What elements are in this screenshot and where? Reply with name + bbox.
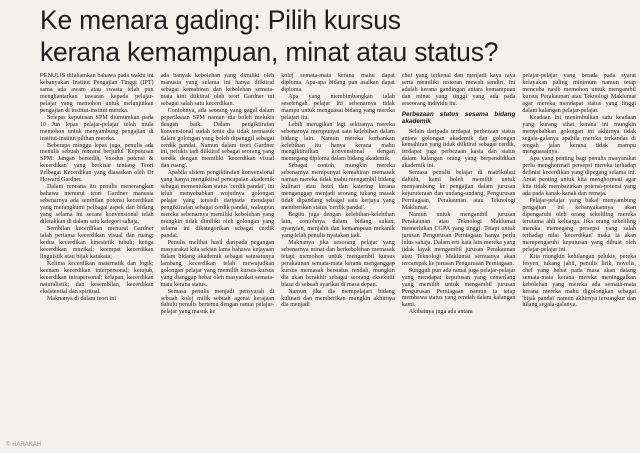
paragraph: Lebih merugikan lagi sekiranya mereka sebenarnya mempunyai satu kelebihan dalam bidang lain. Namun mereka korbankan kelebihan itu hanya kerana mahu mengiktirafkan konvensional dengan memegang diploma dalam bidang akademik. <box>281 121 395 163</box>
paragraph: Apa yang penting bagi penulis masyarakat perlu menghormati persepsi mereka terhadap definisi kecerdikan yang dipegang selama ini. Amat penting untuk kita menghormati agar kita tidak membazirkan potensi-potensi yang ada pada kanak-kanak dan remaja. <box>522 156 636 198</box>
headline-line-2: kerana kemampuan, minat atau status? <box>40 37 499 67</box>
section-subheading: Perbezaan status sesama bidang akademik <box>401 110 516 126</box>
article-column-2 <box>161 73 275 439</box>
paragraph: ada banyak kebolehan yang dimiliki oleh manusia yang selama ini hanya diiktiraf sebagai kemahiran dan kebolehan semata-mata kini diiktiraf oleh teori Gardner ini sebagai salah satu kecerdikan. <box>160 73 275 107</box>
lead-word: PENULIS <box>40 73 66 79</box>
paragraph: Pelajar-pelajar yang bakal menyambung pengajian ini kebanyakannya akan dipengaruhi oleh orang sekeliling mereka terutama ahli keluarga. Jika orang sekeliling mereka memegang persepsi yang salah terhadap nilai 'kecerdikan' maka ia akan mempengaruhi keputusan yang dibuat oleh pelajar-pelajar ini. <box>522 198 636 253</box>
article-column-1 <box>40 73 154 439</box>
paragraph: Beberapa minggu lepas juga, penulis ada menulis sebuah rencana berjudul 'Keputusan SPM: Jangan bersedih, 'exodus potensi & kecerdikan' yang berkisar tentang Teori Pelbagai Kecerdikan yang diasaskan oleh Dr Howard Gardner. <box>40 142 154 184</box>
paragraph: chef yang terkenal dan menjadi kaya raya serta memiliki restoran mewah sendiri. Ini adalah kerana gandingan antara kemampuan dan minat yang tinggi yang ada pada seseorang individu itu. <box>401 73 516 107</box>
paragraph: Dalam rencana itu penulis menerangkan bahawa menurut teori Gardner manusia sebenarnya ada sembilan potensi kecerdikan yang merangkumi pelbagai aspek dan bidang yang selama ini secara konvensional telah diletakkan di dalam satu kategori sahaja. <box>40 184 154 226</box>
paragraph: Apabila sistem pengiktirafan konvensional yang hanya mengiktiraf pencapaian akademik sebagai mementukan status 'cerdik pandai', ini telah menyebabkan wujudnya golongan pelajar yang tersisih daripada mendapat pengiktirafan sebagai cerdik pandai, walaupun mereka sebenarnya memiliki kebolehan yang mungkin tidak dimiliki oleh golongan yang selama ini dikategorikan sebagai cerdik pandai. <box>160 170 275 239</box>
paragraph <box>40 73 154 115</box>
paragraph: Apa yang membimbangkan ialah sesetengah pelajar ini sebenarnya tidak mampu untuk menguasai bidang yang mereka pelajari itu. <box>281 93 395 121</box>
paragraph: kolej semata-mata kerana mahu dapat diploma. Apa-apa bidang pun asalkan dapat diploma. <box>281 73 395 93</box>
paragraph: Keadaan ini menimbulkan satu keadaan yang kurang sihat kerana ini mungkin menyebabkan golongan ini akhirnya tidak segala-galanya apabila mereka terkandas di tengah jalan kerana tidak mampu menguasainya. <box>522 114 636 156</box>
paragraph: Sembilan kecerdikan menurut Gardner ialah pertama kecerdikan visual dan ruang; kedua kecerdikan kinestetik tubuh; ketiga kecerdikan muzikal; keempat kecerdikan linguistik atau bijak katakata; <box>40 225 154 260</box>
paragraph: Kita mungkin kehilangan pelukis, pereka fesyen, tukang jahit, penulis lirik, novelis, chef yang hebat pada masa akan datang semata-mata kerana mereka meninggalkan kebolehan yang mereka ada semata-mata kerana mereka mahu digolongkan sebagai 'bijak pandai' namun akhirnya tersungkur dan hilang segala-galanya. <box>522 253 636 309</box>
paragraph: Penulis melihat hasil daripada pegangan masyarakat kita sekian lama bahawa kejayaan dalam bidang akademik sebagai satusatunya lambang kecerdikan telah mewujudkan golongan pelajar yang memilih kursus-kursus yang dianggap hebat oleh masyarakat semata-mata kerana status. <box>160 239 275 288</box>
headline-line-1: Ke menara gading: Pilih kursus <box>40 5 401 35</box>
paragraph: Semasa penulis menjadi pensyarah di sebuah kolej milik sebuah agensi kerajaan dahulu penulis bertemu dengan ramai pelajar-pelajar yang masuk ke <box>160 288 275 316</box>
paragraph: Sebagai contoh, mungkin mereka sebenarnya mempunyai kemahiran memasak namun mereka tidak mahu mengambil bidang kulinari atau hotel dan katering kerana menganggap menjadi seorang tukang masak tidak dipandang sebagai satu kerjaya yang memberikan status 'cerdik pandai'. <box>281 163 395 212</box>
paragraph: Semasa penulis belajar di matrikulasi dahulu, kami boleh memilih untuk menyambung ke pengajian dalam jurusan kejuruteraan dan undang-undang, Pengurusan Perniagaan, Perakaunan atau Teknologi Maklumat. <box>401 170 516 212</box>
paragraph: Begitu juga dengan kelebihan-kelebihan lain, contohnya dalam bidang sukan, nyanyian, menjahit dan kemampuan mekanik yang telah penulis nyatakan tadi. <box>281 212 395 239</box>
headline <box>40 4 610 68</box>
paragraph: Namun untuk mengambil jurusan Perakaunan atau Teknologi Maklumat memerlukan CGPA yang tinggi. Tetapi untuk jurusan Pengurusan Perniagaan hanya perlu lulus sahaja. Dalam erti kata lain mereka yang tidak layak mengambil jurusan Perakaunan atau Teknologi Maklumat semuanya akan tercampak ke jurusan Pengurusan Perniagaan. <box>401 212 516 267</box>
article-column-5 <box>522 73 636 439</box>
article-body <box>40 73 636 439</box>
article-column-4 <box>402 73 516 439</box>
source-credit: © HARAKAH <box>6 442 42 448</box>
paragraph: Contohnya, ada seorang yang gagal dalam peperiksaan SPM namun dia boleh melukis dengan baik. Dalam pengiktirafan konvensional sudah tentu dia tidak termasuk dalam golongan yang boleh dipanggil sebagai cerdik pandai. Namun dalam teori Gardner ini, pelukis tadi diiktiraf sebagai seorang yang cerdik dengan memiliki 'kecerdikan visual dan ruang'. <box>160 107 275 170</box>
paragraph: Sungguh pun ada ramai juga pelajar-pelajar yang mendapat keputusan yang cemerlang yang memilih untuk mengambil jurusan Pengurusan Perniagaan namun ia tetap membawa status yang rendah dalam kalangan kami. <box>401 267 516 309</box>
paragraph: Akibatnya juga ada antara <box>408 309 473 316</box>
paragraph: Maknanya di dalam teori ini <box>47 295 117 302</box>
paragraph-text: difahamkan bahawa pada waktu ini kebanyakan Institut Pengajian Tinggi (IPT) sama ada awam atau swasta telah pun menghantarkan tawaran kepada pelajar-pelajar yang memohon untuk melanjutkan pengajian di institut-institut mereka. <box>40 73 154 114</box>
article-column-3 <box>281 73 395 439</box>
paragraph: Selepas keputusan SPM diumumkan pada 10 Jun lepas pelajar-pelajar telah mula memohon untuk menyambung pengajian di institut-institut pilihan mereka. <box>40 114 154 142</box>
paragraph: Selain daripada terdapat perbezaan status antara golongan akademik dan golongan kemahiran yang tidak diiktiraf sebagai cerdik, terdapat juga perbezaan kasta dan status dalam kalangan orang yang berpendidikan akademik ini. <box>401 128 516 170</box>
paragraph: Namun jika dia mempelajari bidang kulinari dan memberikan mungkin akhirnya dia menjadi <box>281 288 395 309</box>
paragraph: Maknanya jika sesorang pelajar yang sebenarnya minat dan berkebolehan memasak tetapi memohon untuk mengambil kursus perakaunan semata-mata kerana menganggap kursus memasak berstatus rendah, mungkin dia akan berakhir sebagai seorang eksekutif biasa di sebuah syarikat di masa depan. <box>281 239 395 288</box>
paragraph: pelajar-pelajar yang berada pada syarat kelayakan paling minimum namun tetap mencuba nasib memohon untuk mengambil kursus Perakaunan atau Teknologi Maklumat agar mereka mendapat status yang tinggi dalam kalangan pelajar-pelajar. <box>522 73 636 114</box>
paragraph: Kelima kecerdikan matematik dan logik; keenam kecerdikan interpersonal; ketujuh, kecerdikan intrapersonal; kelapan, kecerdikan naturalistik; dan kesembilan, kecerdikan eksistential dan spiritual. <box>40 260 154 295</box>
